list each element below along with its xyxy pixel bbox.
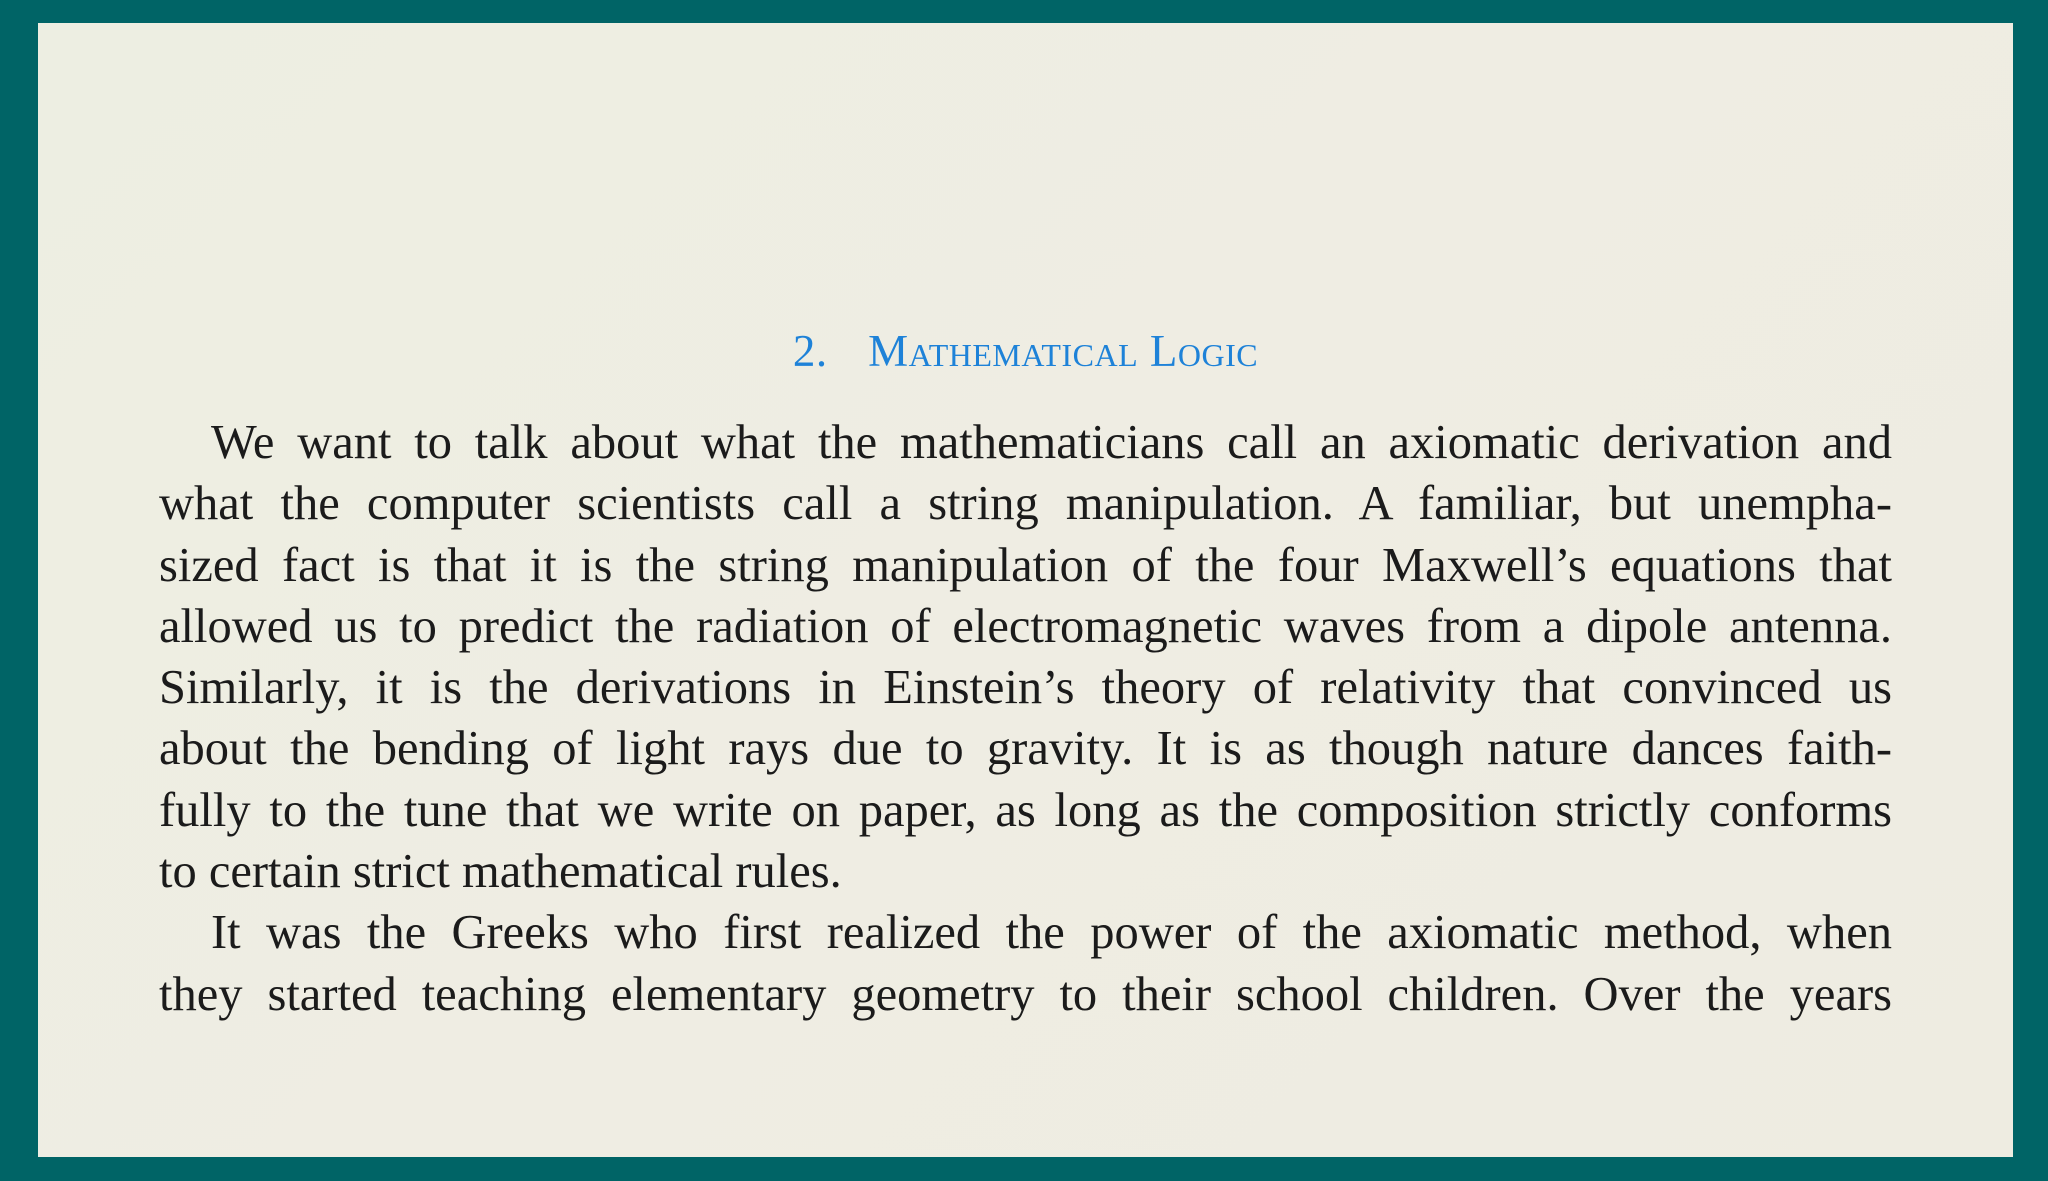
section-number: 2.	[792, 326, 828, 376]
text-line: what the computer scientists call a string manipulation. A familiar, but unempha-	[159, 477, 1892, 531]
text-line: fully to the tune that we write on paper, as long as the composition strictly conforms	[159, 783, 1892, 837]
paragraph-2	[159, 902, 1892, 1025]
text-line: We want to talk about what the mathematicians call an axiomatic derivation and	[211, 416, 1892, 469]
text-line: allowed us to predict the radiation of electromagnetic waves from a dipole antenna.	[159, 599, 1892, 653]
text-line: Similarly, it is the derivations in Einstein’s theory of relativity that convinced us	[159, 661, 1892, 715]
text-line: they started teaching elementary geometry to their school children. Over the years	[159, 967, 1892, 1021]
text-line: to certain strict mathematical rules.	[159, 845, 842, 899]
text-line: sized fact is that it is the string manipulation of the four Maxwell’s equations that	[159, 538, 1892, 592]
body-text	[159, 412, 1892, 1025]
text-line: about the bending of light rays due to gravity. It is as though nature dances faith-	[159, 722, 1892, 776]
section-title: Mathematical Logic	[868, 326, 1259, 376]
slide-page	[38, 23, 2013, 1157]
text-line: It was the Greeks who first realized the power of the axiomatic method, when	[211, 906, 1892, 960]
paragraph-1	[159, 412, 1892, 902]
section-heading	[38, 321, 2013, 381]
